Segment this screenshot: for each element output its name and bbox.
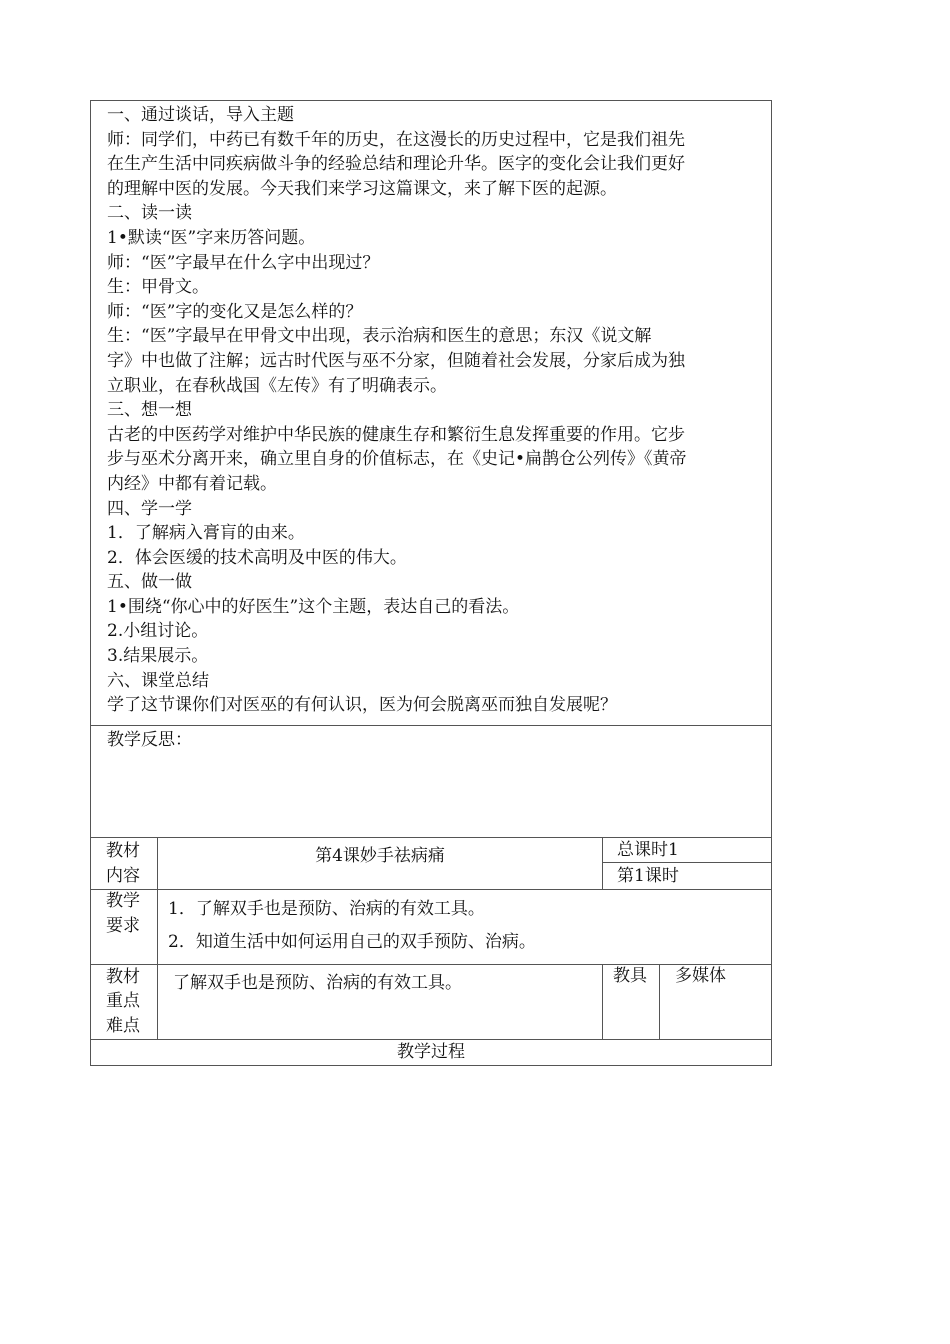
reflection-label: 教学反思： bbox=[107, 730, 192, 750]
process-line: 生：“医”字最早在甲骨文中出现，表示治病和医生的意思；东汉《说文解 bbox=[107, 326, 652, 347]
requirements-label-line2: 要求 bbox=[106, 916, 140, 936]
process-line: 师：同学们，中药已有数千年的历史，在这漫长的历史过程中，它是我们祖先 bbox=[107, 129, 685, 150]
current-hour: 第1课时 bbox=[617, 866, 679, 886]
keypoints-divider-left bbox=[157, 964, 158, 1040]
process-line: 五、做一做 bbox=[107, 572, 192, 593]
process-line: 字》中也做了注解；远古时代医与巫不分家，但随着社会发展，分家后成为独 bbox=[107, 350, 685, 371]
process-line: 生：甲骨文。 bbox=[107, 277, 209, 298]
requirements-label-line1: 教学 bbox=[106, 891, 140, 911]
lesson-title: 第4课妙手祛病痛 bbox=[315, 846, 445, 866]
content-divider-right bbox=[602, 837, 603, 890]
keypoints-text: 了解双手也是预防、治病的有效工具。 bbox=[173, 973, 462, 993]
process-line: 2.小组讨论。 bbox=[107, 621, 209, 642]
process-line: 师：“医”字最早在什么字中出现过？ bbox=[107, 252, 380, 273]
keypoints-label-line1: 教材 bbox=[106, 967, 140, 987]
process-line: 1．了解病入膏肓的由来。 bbox=[107, 523, 305, 544]
process-line: 立职业，在春秋战国《左传》有了明确表示。 bbox=[107, 375, 447, 396]
tools-value: 多媒体 bbox=[675, 966, 726, 986]
reflection-section bbox=[90, 725, 772, 838]
requirement-item-1: 1．了解双手也是预防、治病的有效工具。 bbox=[168, 899, 485, 919]
process-line: 2．体会医缓的技术高明及中医的伟大。 bbox=[107, 547, 407, 568]
keypoints-label-line2: 重点 bbox=[106, 991, 140, 1011]
process-line: 的理解中医的发展。今天我们来学习这篇课文，来了解下医的起源。 bbox=[107, 178, 617, 199]
process-line: 1•默读“医”字来历答问题。 bbox=[107, 227, 316, 248]
process-section bbox=[90, 100, 772, 726]
content-label-line2: 内容 bbox=[106, 866, 140, 886]
process-line: 内经》中都有着记载。 bbox=[107, 473, 277, 494]
process-text-block bbox=[107, 103, 771, 718]
process-line: 步与巫术分离开来，确立里自身的价值标志，在《史记•扁鹊仓公列传》《黄帝 bbox=[107, 449, 687, 470]
content-label-line1: 教材 bbox=[106, 841, 140, 861]
process-line: 四、学一学 bbox=[107, 498, 192, 519]
process-label: 教学过程 bbox=[397, 1042, 465, 1062]
keypoints-divider-mid bbox=[602, 964, 603, 1040]
keypoints-divider-right bbox=[659, 964, 660, 1040]
process-line: 在生产生活中同疾病做斗争的经验总结和理论升华。医字的变化会让我们更好 bbox=[107, 154, 685, 175]
process-line: 1•围绕“你心中的好医生”这个主题，表达自己的看法。 bbox=[107, 596, 520, 617]
process-line: 古老的中医药学对维护中华民族的健康生存和繁衍生息发挥重要的作用。它步 bbox=[107, 424, 685, 445]
requirements-divider bbox=[157, 889, 158, 965]
requirement-item-2: 2．知道生活中如何运用自己的双手预防、治病。 bbox=[168, 932, 536, 952]
process-line: 3.结果展示。 bbox=[107, 646, 209, 667]
process-line: 师：“医”字的变化又是怎么样的？ bbox=[107, 301, 363, 322]
process-line: 六、课堂总结 bbox=[107, 670, 209, 691]
tools-label: 教具 bbox=[613, 966, 647, 986]
process-line: 三、想一想 bbox=[107, 400, 192, 421]
total-hours: 总课时1 bbox=[617, 840, 679, 860]
process-line: 二、读一读 bbox=[107, 203, 192, 224]
keypoints-label-line3: 难点 bbox=[106, 1016, 140, 1036]
process-line: 一、通过谈话，导入主题 bbox=[107, 105, 294, 125]
process-line: 学了这节课你们对医巫的有何认识，医为何会脱离巫而独自发展呢？ bbox=[107, 695, 617, 716]
